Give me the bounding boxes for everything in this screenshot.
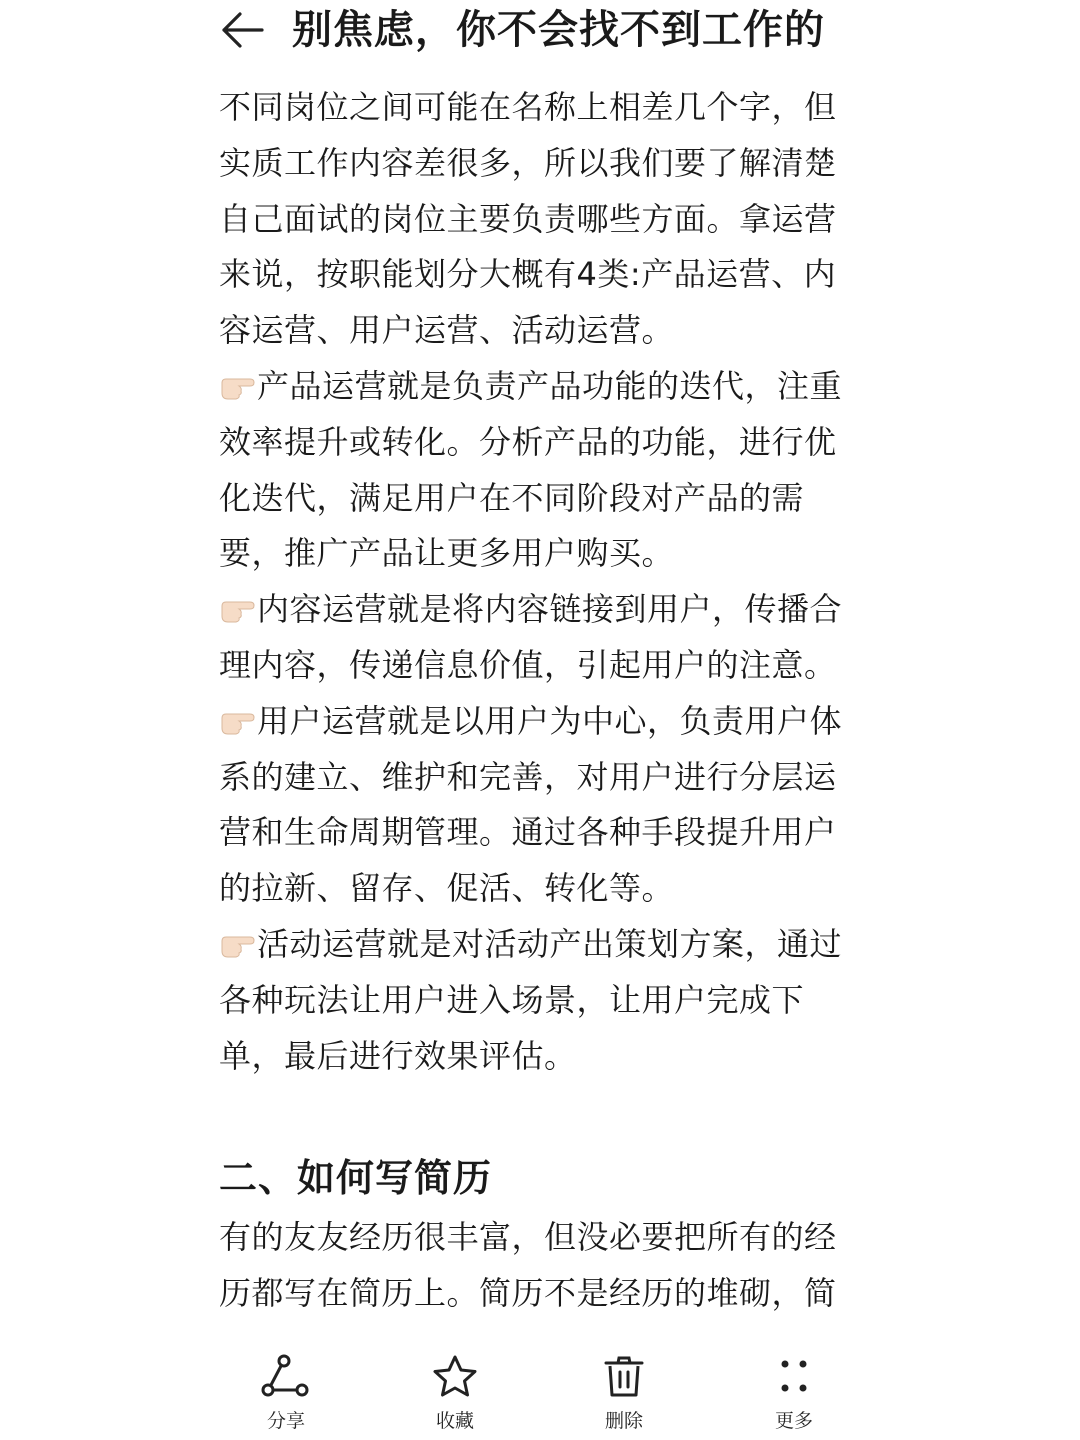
star-icon <box>429 1354 481 1400</box>
back-arrow-icon[interactable] <box>218 8 268 52</box>
article-body <box>219 80 859 1338</box>
top-bar <box>0 0 1080 70</box>
bullet-item <box>219 917 859 1084</box>
trash-icon <box>598 1354 650 1400</box>
bullet-item <box>219 694 859 917</box>
delete-label: 删除 <box>604 1410 643 1432</box>
bullet-text: 活动运营就是对活动产出策划方案，通过各种玩法让用户进入场景，让用户完成下单，最后进行效果评估。 <box>219 924 843 1075</box>
favorite-button[interactable] <box>395 1354 515 1433</box>
pointing-hand-icon <box>219 706 257 736</box>
bottom-action-bar <box>0 1340 1080 1440</box>
section-heading: 二、如何写简历 <box>219 1156 493 1201</box>
share-button[interactable] <box>226 1354 346 1433</box>
more-dots-icon <box>768 1354 820 1400</box>
bullet-text: 产品运营就是负责产品功能的迭代，注重效率提升或转化。分析产品的功能，进行优化迭代，满足用户在不同阶段对产品的需要，推广产品让更多用户购买。 <box>219 366 843 573</box>
bullet-text: 内容运营就是将内容链接到用户，传播合理内容，传递信息价值，引起用户的注意。 <box>219 590 843 684</box>
favorite-label: 收藏 <box>435 1410 474 1432</box>
pointing-hand-icon <box>219 594 257 624</box>
pointing-hand-icon <box>219 929 257 959</box>
bullet-text: 用户运营就是以用户为中心，负责用户体系的建立、维护和完善，对用户进行分层运营和生命周期管理。通过各种手段提升用户的拉新、留存、促活、转化等。 <box>219 701 843 908</box>
more-label: 更多 <box>774 1410 813 1432</box>
section-paragraph: 有的友友经历很丰富，但没必要把所有的经历都写在简历上。简历不是经历的堆砌，简 <box>219 1218 837 1313</box>
pointing-hand-icon <box>219 371 257 401</box>
bullet-item <box>219 582 859 694</box>
intro-paragraph: 不同岗位之间可能在名称上相差几个字，但实质工作内容差很多，所以我们要了解清楚自己面试的岗位主要负责哪些方面。拿运营来说，按职能划分大概有4类:产品运营、内容运营、用户运营、活动运营。 <box>219 88 837 350</box>
share-icon <box>260 1354 312 1400</box>
page-title: 别焦虑，你不会找不到工作的 <box>292 7 825 53</box>
share-label: 分享 <box>266 1410 305 1432</box>
bullet-item <box>219 359 859 582</box>
delete-button[interactable] <box>564 1354 684 1433</box>
more-button[interactable] <box>734 1354 854 1433</box>
